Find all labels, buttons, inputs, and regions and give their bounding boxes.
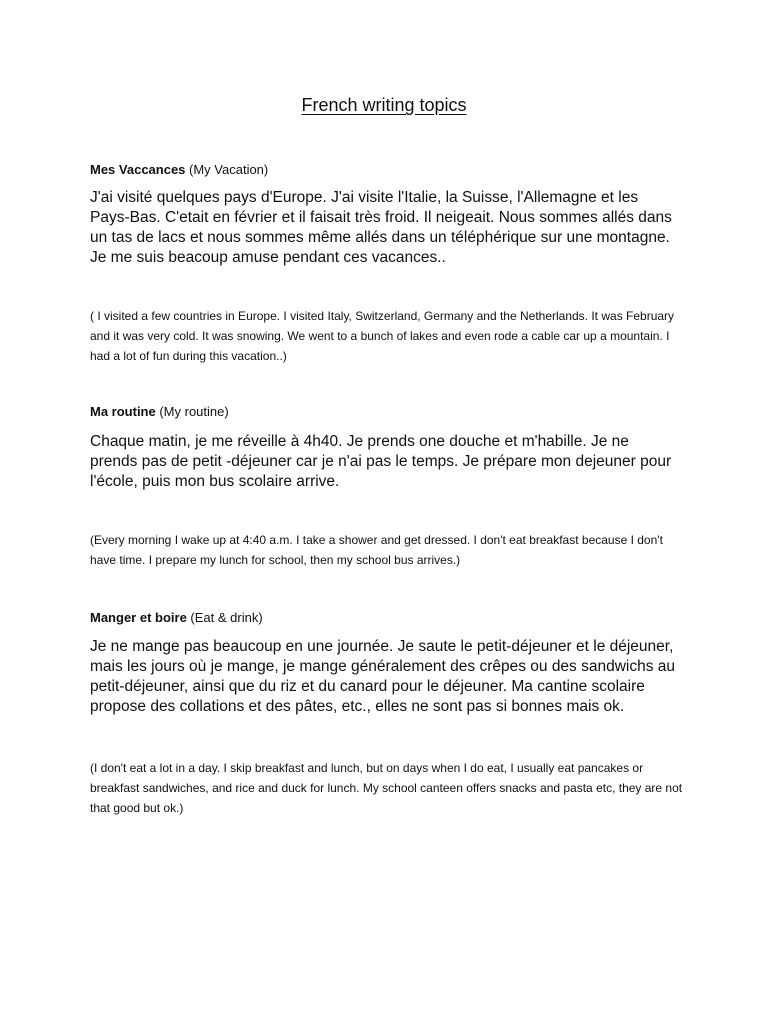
section-heading-french: Manger et boire [90,610,187,625]
french-paragraph-routine: Chaque matin, je me réveille à 4h40. Je prends one douche et m'habille. Je ne prends pas de petit -déjeuner car je n'ai pas le temps. Je prépare mon dejeuner pour l'école, puis mon bus scolaire arrive. [90,433,672,490]
section-heading-routine [90,404,229,419]
english-paragraph-eat-drink: (I don't eat a lot in a day. I skip breakfast and lunch, but on days when I do eat, I usually eat pancakes or breakfast sandwiches, and rice and duck for lunch. My school canteen offers snacks and pasta etc, they are not that good but ok.) [90,761,683,815]
french-paragraph-vacation: J'ai visité quelques pays d'Europe. J'ai visite l'Italie, la Suisse, l'Allemagne et les Pays-Bas. C'etait en février et il faisait très froid. Il neigeait. Nous sommes allés dans un tas de lacs et nous sommes même allés dans un téléphérique sur une montagne. Je me suis beacoup amuse pendant ces vacances.. [90,189,672,266]
section-heading-english: (Eat & drink) [186,610,263,625]
section-heading-french: Ma routine [90,404,156,419]
section-heading-english: (My routine) [155,404,229,419]
section-heading-vacation [90,162,268,177]
english-paragraph-routine: (Every morning I wake up at 4:40 a.m. I take a shower and get dressed. I don't eat breakfast because I don't have time. I prepare my lunch for school, then my school bus arrives.) [90,533,663,567]
english-paragraph-vacation: ( I visited a few countries in Europe. I visited Italy, Switzerland, Germany and the Netherlands. It was February and it was very cold. It was snowing. We went to a bunch of lakes and even rode a cable car up a mountain. I had a lot of fun during this vacation..) [90,309,675,363]
section-heading-eat-drink [90,610,263,625]
section-heading-french: Mes Vaccances [90,162,186,177]
section-heading-english: (My Vacation) [185,162,269,177]
page-title: French writing topics [301,95,467,115]
french-paragraph-eat-drink: Je ne mange pas beaucoup en une journée. Je saute le petit-déjeuner et le déjeuner, mais les jours où je mange, je mange généralement des crêpes ou des sandwichs au petit-déjeuner, ainsi que du riz et du canard pour le déjeuner. Ma cantine scolaire propose des collations et des pâtes, etc., elles ne sont pas si bonnes mais ok. [90,638,676,715]
